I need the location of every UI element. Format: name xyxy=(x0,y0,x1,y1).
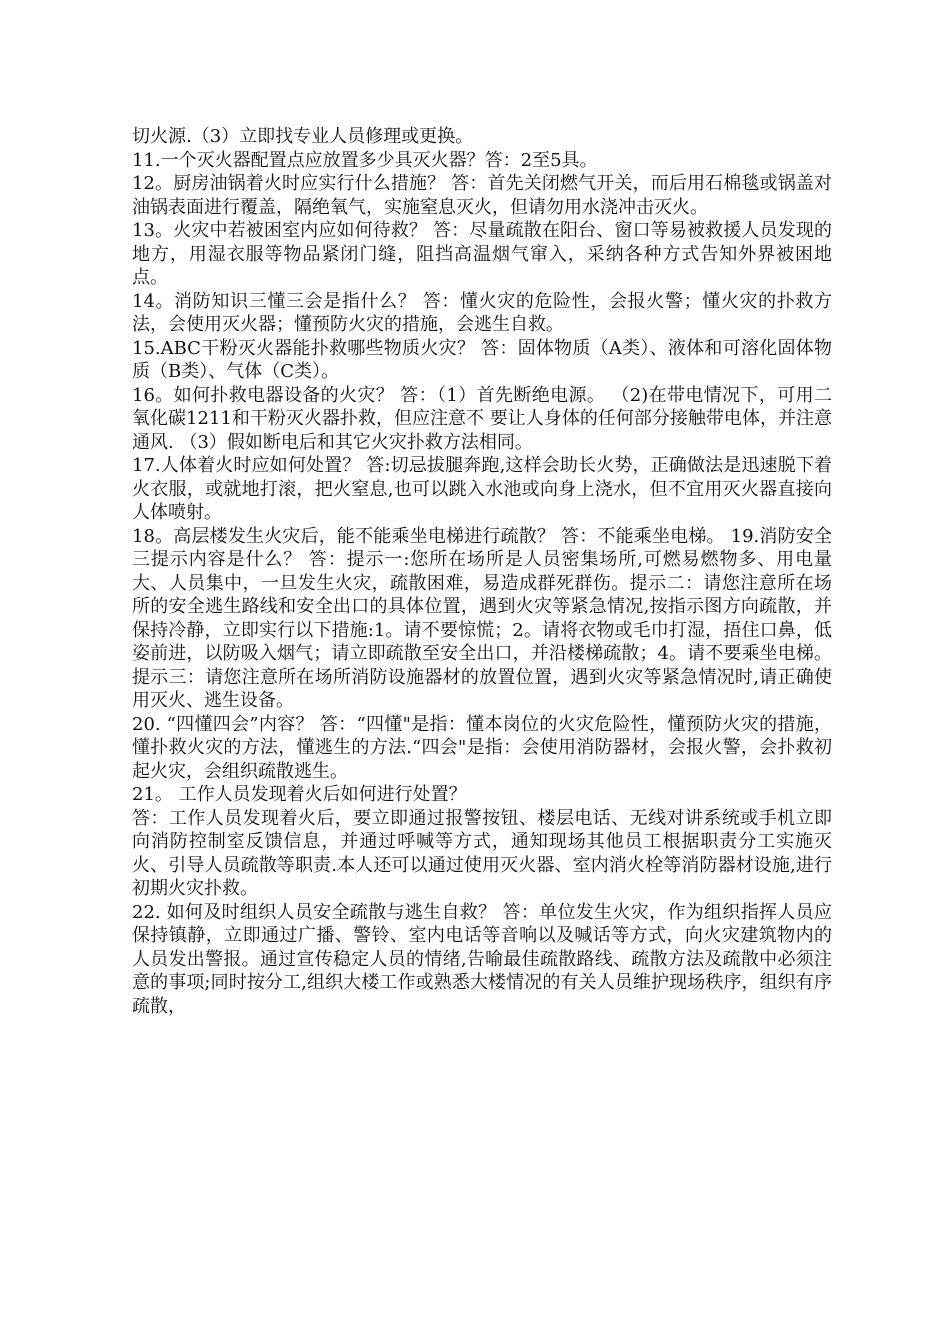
paragraph: 切火源.（3）立即找专业人员修理或更换。 xyxy=(132,126,474,147)
paragraph: 18。高层楼发生火灾后，能不能乘坐电梯进行疏散？ 答：不能乘坐电梯。 19.消防安全三提示内容是什么？ 答：提示一:您所在场所是人员密集场所,可燃易燃物多、用电量大、人员集中，一旦发生火灾，疏散困难，易造成群死群伤。提示二：请您注意所在场所的安全逃生路线和安全出口的具体位置，遇到火灾等紧急情况,按指示图方向疏散，并保持冷静，立即实行以下措施:1。请不要惊慌；2。请将衣物或毛巾打湿，捂住口鼻，低姿前进，以防吸入烟气；请立即疏散至安全出口，并沿楼梯疏散；4。请不要乘坐电梯。提示三：请您注意所在场所消防设施器材的放置位置，遇到火灾等紧急情况时,请正确使用灭火、逃生设备。 xyxy=(132,525,832,711)
paragraph: 17.人体着火时应如何处置？ 答:切忌拔腿奔跑,这样会助长火势，正确做法是迅速脱下着火衣服，或就地打滚，把火窒息,也可以跳入水池或向身上浇水，但不宜用灭火器直接向人体喷射。 xyxy=(132,455,832,523)
paragraph: 21。 工作人员发现着火后如何进行处置？ xyxy=(132,784,467,805)
paragraph: 12。厨房油锅着火时应实行什么措施？ 答：首先关闭燃气开关，而后用石棉毯或锅盖对油锅表面进行覆盖，隔绝氧气，实施窒息灭火，但请勿用水浇冲击灭火。 xyxy=(132,173,832,218)
paragraph: 22. 如何及时组织人员安全疏散与逃生自救？ 答：单位发生火灾，作为组织指挥人员应保持镇静，立即通过广播、警铃、室内电话等音响以及喊话等方式，向火灾建筑物内的人员发出警报。通过宣传稳定人员的情绪,告喻最佳疏散路线、疏散方法及疏散中必须注意的事项;同时按分工,组织大楼工作或熟悉大楼情况的有关人员维护现场秩序，组织有序疏散， xyxy=(132,901,832,1017)
paragraph: 14。消防知识三懂三会是指什么？ 答：懂火灾的危险性，会报火警；懂火灾的扑救方法，会使用灭火器；懂预防火灾的措施，会逃生自救。 xyxy=(132,290,832,335)
paragraph: 13。火灾中若被困室内应如何待救？ 答：尽量疏散在阳台、窗口等易被救援人员发现的地方，用湿衣服等物品紧闭门缝，阻挡高温烟气窜入，采纳各种方式告知外界被困地点。 xyxy=(132,220,832,288)
document-page xyxy=(132,125,832,1018)
paragraph: 20. “四懂四会”内容？ 答：“四懂"是指：懂本岗位的火灾危险性，懂预防火灾的措施，懂扑救火灾的方法，懂逃生的方法.“四会"是指：会使用消防器材，会报火警，会扑救初起火灾，会组织疏散逃生。 xyxy=(132,713,832,782)
paragraph: 16。如何扑救电器设备的火灾？ 答：（1）首先断绝电源。 （2)在带电情况下，可用二氧化碳1211和干粉灭火器扑救，但应注意不 要让人身体的任何部分接触带电体，并注意通风. （3）假如断电后和其它火灾扑救方法相同。 xyxy=(132,384,832,453)
paragraph: 15.ABC干粉灭火器能扑救哪些物质火灾？ 答：固体物质（A类）、液体和可溶化固体物质（B类）、气体（C类）。 xyxy=(132,337,832,382)
paragraph: 答：工作人员发现着火后，要立即通过报警按钮、楼层电话、无线对讲系统或手机立即向消防控制室反馈信息，并通过呼喊等方式，通知现场其他员工根据职责分工实施灭火、引导人员疏散等职责.本人还可以通过使用灭火器、室内消火栓等消防器材设施,进行初期火灾扑救。 xyxy=(132,807,832,899)
paragraph: 11.一个灭火器配置点应放置多少具灭火器？答：2至5具。 xyxy=(132,149,598,171)
